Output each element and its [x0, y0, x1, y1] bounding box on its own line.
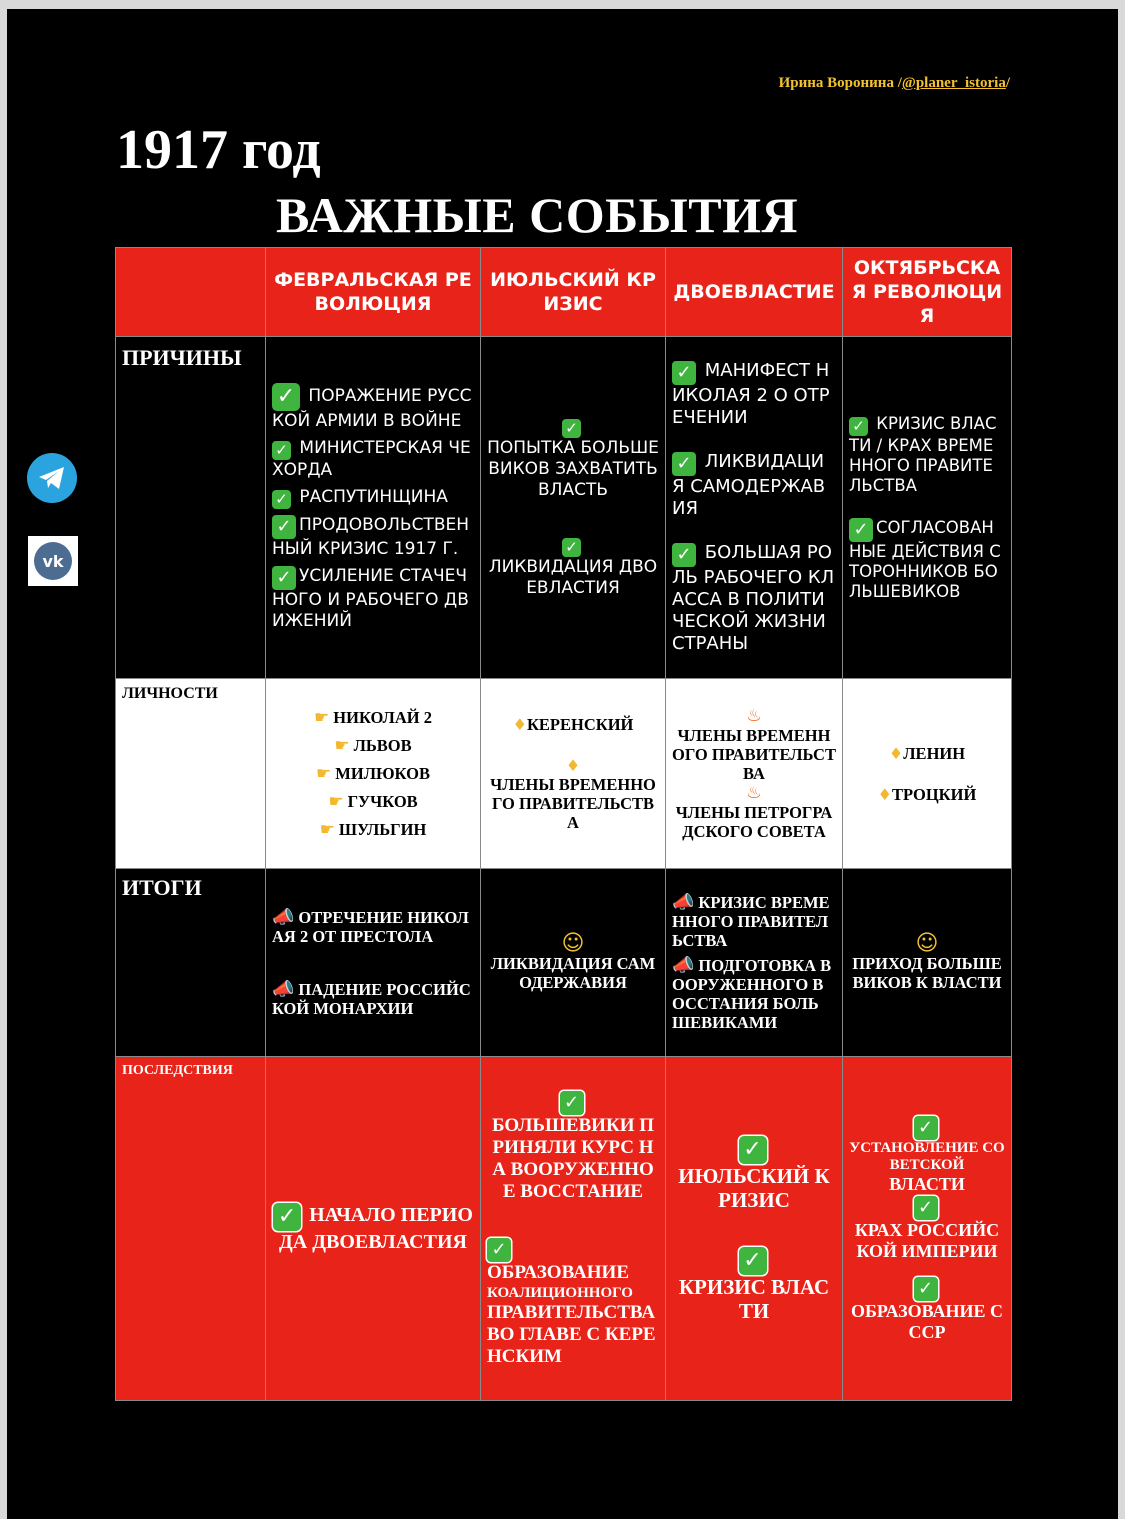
- consequences-row: [116, 1057, 1012, 1401]
- label-consequences: ПОСЛЕДСТВИЯ: [116, 1057, 266, 1401]
- check-icon: ✓: [914, 1116, 938, 1140]
- causes-jul: ✓ ПОПЫТКА БОЛЬШЕВИКОВ ЗАХВАТИТЬ ВЛАСТЬ ✓ ЛИКВИДАЦИЯ ДВОЕВЛАСТИЯ: [481, 337, 666, 679]
- results-dual: 📣 КРИЗИС ВРЕМЕННОГО ПРАВИТЕЛЬСТВА 📣 ПОДГОТОВКА ВООРУЖЕННОГО ВОССТАНИЯ БОЛЬШЕВИКАМИ: [666, 869, 843, 1057]
- pointing-hand-icon: ☛: [314, 707, 330, 728]
- check-icon: ✓: [272, 566, 296, 590]
- consequences-dual: ✓ ИЮЛЬСКИЙ КРИЗИС ✓ КРИЗИС ВЛАСТИ: [666, 1057, 843, 1401]
- handshake-icon: ♦: [565, 756, 581, 775]
- check-icon: ✓: [272, 490, 291, 509]
- results-row: [116, 869, 1012, 1057]
- fire-icon: ♨: [746, 783, 762, 803]
- persons-oct: ♦ЛЕНИН ♦ТРОЦКИЙ: [843, 679, 1012, 869]
- title-year: 1917 год: [116, 119, 321, 181]
- check-icon: ✓: [914, 1196, 938, 1220]
- results-jul: ☺ ЛИКВИДАЦИЯ САМОДЕРЖАВИЯ: [481, 869, 666, 1057]
- persons-row: [116, 679, 1012, 869]
- events-table: [115, 247, 1012, 1401]
- check-icon: ✓: [560, 1091, 584, 1115]
- check-icon: ✓: [272, 441, 291, 460]
- check-icon: ✓: [739, 1136, 767, 1164]
- header-row: [116, 248, 1012, 337]
- mind-blown-face-icon: ☺: [915, 930, 939, 956]
- mind-blown-face-icon: ☺: [561, 930, 585, 956]
- header-jul: ИЮЛЬСКИЙ КРИЗИС: [481, 248, 666, 337]
- persons-feb: ☛ НИКОЛАЙ 2 ☛ ЛЬВОВ ☛ МИЛЮКОВ ☛ ГУЧКОВ ☛ ШУЛЬГИН: [266, 679, 481, 869]
- causes-feb: ✓ ПОРАЖЕНИЕ РУССКОЙ АРМИИ В ВОЙНЕ ✓ МИНИСТЕРСКАЯ ЧЕХОРДА ✓ РАСПУТИНЩИНА ✓ ПРОДОВОЛЬСТВЕННЫЙ КРИЗИС 1917 Г. ✓ УСИЛЕНИЕ СТАЧЕЧНОГО И РАБОЧЕГО ДВИЖЕНИЙ: [266, 337, 481, 679]
- pointing-hand-icon: ☛: [334, 735, 350, 756]
- check-icon: ✓: [849, 417, 868, 436]
- label-persons: ЛИЧНОСТИ: [116, 679, 266, 869]
- pointing-hand-icon: ☛: [319, 819, 335, 840]
- check-icon: ✓: [672, 543, 696, 567]
- consequences-feb: ✓ НАЧАЛО ПЕРИОДА ДВОЕВЛАСТИЯ: [266, 1057, 481, 1401]
- consequences-jul: ✓ БОЛЬШЕВИКИ ПРИНЯЛИ КУРС НА ВООРУЖЕННОЕ ВОССТАНИЕ ✓ ОБРАЗОВАНИЕ КОАЛИЦИОННОГО ПРАВИТЕЛЬСТВА ВО ГЛАВЕ С КЕРЕНСКИМ: [481, 1057, 666, 1401]
- causes-oct: ✓ КРИЗИС ВЛАСТИ / КРАХ ВРЕМЕННОГО ПРАВИТЕЛЬСТВА ✓ СОГЛАСОВАННЫЕ ДЕЙСТВИЯ СТОРОННИКОВ БОЛЬШЕВИКОВ: [843, 337, 1012, 679]
- header-corner: [116, 248, 266, 337]
- fire-icon: ♨: [746, 706, 762, 726]
- check-icon: ✓: [849, 518, 873, 542]
- telegram-icon[interactable]: [27, 453, 77, 503]
- handshake-icon: ♦: [512, 715, 527, 734]
- consequences-oct: ✓ УСТАНОВЛЕНИЕ СОВЕТСКОЙ ВЛАСТИ ✓ КРАХ РОССИЙСКОЙ ИМПЕРИИ ✓ ОБРАЗОВАНИЕ СССР: [843, 1057, 1012, 1401]
- megaphone-icon: 📣: [272, 978, 295, 1000]
- check-icon: ✓: [273, 1203, 301, 1231]
- persons-dual: ♨ ЧЛЕНЫ ВРЕМЕННОГО ПРАВИТЕЛЬСТВА ♨ ЧЛЕНЫ ПЕТРОГРАДСКОГО СОВЕТА: [666, 679, 843, 869]
- check-icon: ✓: [739, 1247, 767, 1275]
- persons-jul: ♦КЕРЕНСКИЙ ♦ ЧЛЕНЫ ВРЕМЕННОГО ПРАВИТЕЛЬСТВА: [481, 679, 666, 869]
- vk-logo: vk: [34, 542, 72, 580]
- title-main: ВАЖНЫЕ СОБЫТИЯ: [276, 187, 799, 243]
- telegram-plane-icon: [37, 465, 67, 491]
- check-icon: ✓: [272, 383, 300, 411]
- author-slash: /: [1005, 75, 1010, 91]
- check-icon: ✓: [272, 515, 296, 539]
- author-name: Ирина Воронина /: [778, 75, 902, 91]
- label-causes: ПРИЧИНЫ: [116, 337, 266, 679]
- header-dual: ДВОЕВЛАСТИЕ: [666, 248, 843, 337]
- megaphone-icon: 📣: [672, 892, 695, 913]
- check-icon: ✓: [672, 452, 696, 476]
- megaphone-icon: 📣: [672, 955, 695, 976]
- megaphone-icon: 📣: [272, 906, 295, 928]
- vk-icon[interactable]: [28, 536, 78, 586]
- author-credit: [779, 75, 1010, 92]
- label-results: ИТОГИ: [116, 869, 266, 1057]
- handshake-icon: ♦: [888, 743, 904, 763]
- check-icon: ✓: [562, 419, 581, 438]
- pointing-hand-icon: ☛: [316, 763, 332, 784]
- check-icon: ✓: [672, 361, 696, 385]
- check-icon: ✓: [487, 1238, 511, 1262]
- author-handle-link[interactable]: @planer_istoria: [901, 75, 1006, 91]
- handshake-icon: ♦: [877, 784, 893, 804]
- causes-row: [116, 337, 1012, 679]
- results-oct: ☺ ПРИХОД БОЛЬШЕВИКОВ К ВЛАСТИ: [843, 869, 1012, 1057]
- header-oct: ОКТЯБРЬСКАЯ РЕВОЛЮЦИЯ: [843, 248, 1012, 337]
- results-feb: 📣 ОТРЕЧЕНИЕ НИКОЛАЯ 2 ОТ ПРЕСТОЛА 📣 ПАДЕНИЕ РОССИЙСКОЙ МОНАРХИИ: [266, 869, 481, 1057]
- pointing-hand-icon: ☛: [328, 791, 344, 812]
- header-feb: ФЕВРАЛЬСКАЯ РЕВОЛЮЦИЯ: [266, 248, 481, 337]
- check-icon: ✓: [562, 538, 581, 557]
- check-icon: ✓: [914, 1277, 938, 1301]
- causes-dual: ✓ МАНИФЕСТ НИКОЛАЯ 2 О ОТРЕЧЕНИИ ✓ ЛИКВИДАЦИЯ САМОДЕРЖАВИЯ ✓ БОЛЬШАЯ РОЛЬ РАБОЧЕГО КЛАССА В ПОЛИТИЧЕСКОЙ ЖИЗНИ СТРАНЫ: [666, 337, 843, 679]
